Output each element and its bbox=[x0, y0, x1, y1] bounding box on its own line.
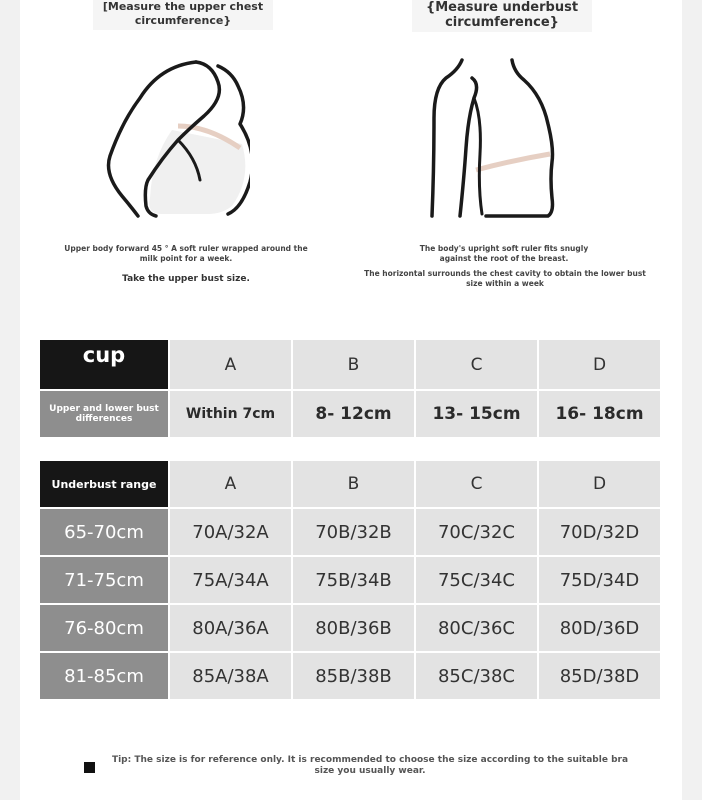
size-cell: 75C/34C bbox=[416, 557, 537, 603]
table-row bbox=[40, 509, 660, 555]
size-cup-d: D bbox=[539, 461, 660, 507]
cup-label-b: B bbox=[293, 340, 414, 389]
cup-header-cell: cup bbox=[40, 340, 168, 389]
underbust-caption-1: The body's upright soft ruler fits snugly against the root of the breast. bbox=[419, 244, 589, 263]
difference-c: 13- 15cm bbox=[416, 391, 537, 437]
underbust-figure bbox=[424, 58, 564, 220]
size-cell: 75D/34D bbox=[539, 557, 660, 603]
size-cell: 75B/34B bbox=[293, 557, 414, 603]
difference-d: 16- 18cm bbox=[539, 391, 660, 437]
underbust-torso-front bbox=[486, 60, 553, 216]
size-cell: 80D/36D bbox=[539, 605, 660, 651]
underbust-range: 81-85cm bbox=[40, 653, 168, 699]
upper-bust-subcaption: Take the upper bust size. bbox=[122, 274, 250, 284]
size-cell: 70A/32A bbox=[170, 509, 291, 555]
size-cell: 70B/32B bbox=[293, 509, 414, 555]
difference-b: 8- 12cm bbox=[293, 391, 414, 437]
size-header-row bbox=[40, 461, 660, 507]
bust-difference-label: Upper and lower bust differences bbox=[40, 391, 168, 437]
size-cell: 75A/34A bbox=[170, 557, 291, 603]
underbust-range: 71-75cm bbox=[40, 557, 168, 603]
tip-square-icon bbox=[84, 762, 95, 773]
table-row bbox=[40, 605, 660, 651]
underbust-range: 65-70cm bbox=[40, 509, 168, 555]
underbust-caption-2: The horizontal surrounds the chest cavity to obtain the lower bust size within a week bbox=[364, 269, 646, 288]
underbust-title: {Measure underbust circumference} bbox=[412, 0, 592, 32]
size-cup-a: A bbox=[170, 461, 291, 507]
size-cell: 85C/38C bbox=[416, 653, 537, 699]
size-chart-table bbox=[38, 459, 662, 701]
table-row bbox=[40, 653, 660, 699]
size-cell: 70C/32C bbox=[416, 509, 537, 555]
underbust-range-header: Underbust range bbox=[40, 461, 168, 507]
underbust-range: 76-80cm bbox=[40, 605, 168, 651]
underbust-measuring-tape bbox=[476, 154, 550, 170]
tip-text: Tip: The size is for reference only. It is recommended to choose the size according to the suitable bra size you usually wear. bbox=[111, 755, 629, 776]
cup-label-a: A bbox=[170, 340, 291, 389]
upper-bust-caption: Upper body forward 45 ° A soft ruler wrapped around the milk point for a week. bbox=[64, 244, 308, 263]
size-cell: 85B/38B bbox=[293, 653, 414, 699]
upper-chest-title: [Measure the upper chest circumference} bbox=[93, 0, 273, 30]
size-cell: 85A/38A bbox=[170, 653, 291, 699]
cup-difference-table bbox=[38, 338, 662, 439]
cup-header-row bbox=[40, 340, 660, 389]
table-row bbox=[40, 557, 660, 603]
size-cup-b: B bbox=[293, 461, 414, 507]
upper-bust-figure bbox=[100, 58, 250, 220]
size-cup-c: C bbox=[416, 461, 537, 507]
size-cell: 70D/32D bbox=[539, 509, 660, 555]
cup-label-c: C bbox=[416, 340, 537, 389]
size-cell: 80A/36A bbox=[170, 605, 291, 651]
size-guide-page bbox=[20, 0, 682, 800]
size-cell: 80B/36B bbox=[293, 605, 414, 651]
underbust-torso-back bbox=[474, 98, 482, 214]
cup-label-d: D bbox=[539, 340, 660, 389]
size-cell: 85D/38D bbox=[539, 653, 660, 699]
underbust-arm-outline bbox=[432, 60, 462, 216]
size-cell: 80C/36C bbox=[416, 605, 537, 651]
cup-difference-row bbox=[40, 391, 660, 437]
difference-a: Within 7cm bbox=[170, 391, 291, 437]
